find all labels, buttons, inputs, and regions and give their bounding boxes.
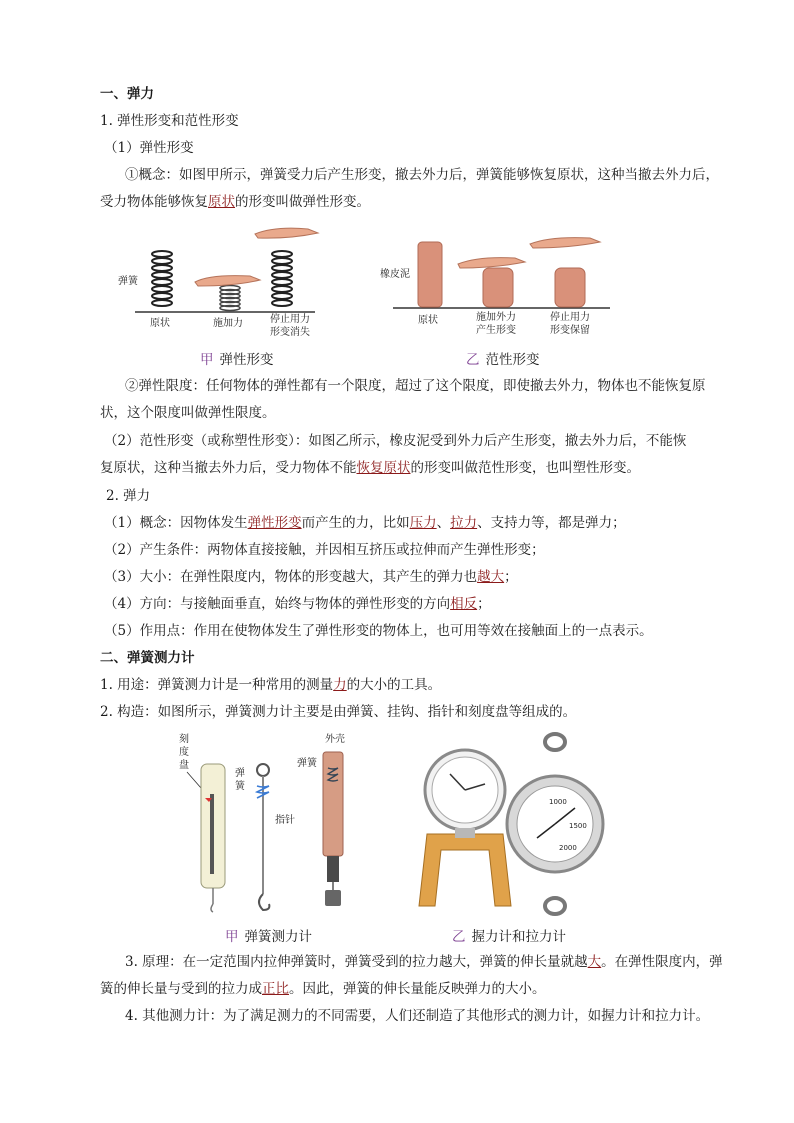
mud-state-rest: 原状 [418,315,438,326]
tension-gauge-icon [507,734,603,914]
shell-label: 外壳 [325,734,345,745]
gauge-1000: 1000 [549,798,567,806]
figure-caption-plastic: 乙 范性形变 [466,352,540,368]
gauge-2000: 2000 [559,844,577,852]
hand-icon [458,258,525,268]
paragraph-principle-line1: 3. 原理：在一定范围内拉伸弹簧时，弹簧受到的拉力越大，弹簧的伸长量就越大。在弹性限度内，弹 [125,954,723,970]
item-direction: （4）方向：与接触面垂直，始终与物体的弹性形变的方向相反； [104,596,491,612]
item-condition: （2）产生条件：两物体直接接触，并因相互挤压或拉伸而产生弹性形变； [104,542,545,558]
figure-caption-elastic: 甲 弹性形变 [200,352,274,368]
figure-caption-scale: 甲 弹簧测力计 [225,929,312,945]
dynamometer-figure [165,728,615,918]
section-heading-dynamometer: 二、弹簧测力计 [100,650,195,666]
hand-icon [255,228,318,238]
subheading-elastic-force: 2. 弹力 [106,488,151,504]
hand-icon [195,276,260,286]
mud-kept-icon [555,268,585,307]
mud-state-kept: 形变保留 [550,325,590,336]
spring-state-force: 施加力 [213,318,243,329]
grip-gauge-icon [419,750,511,906]
item-magnitude: （3）大小：在弹性限度内，物体的形变越大，其产生的弹力也越大； [104,569,518,585]
mud-state-stop: 停止用力 [550,312,590,323]
spring-state-gone: 形变消失 [270,327,310,338]
section-heading-elasticity: 一、弹力 [100,86,154,102]
dial-label-3: 盘 [179,760,189,771]
dial-label-2: 度 [179,747,189,758]
subheading-deformation: 1. 弹性形变和范性形变 [100,113,239,129]
deformation-figure [110,220,630,345]
paragraph-concept-line2: 受力物体能够恢复原状的形变叫做弹性形变。 [100,194,370,210]
gauge-1500: 1500 [569,822,587,830]
spring-label: 弹簧 [118,276,138,287]
mud-state-deform: 产生形变 [476,325,516,336]
hand-icon [530,238,600,248]
spring-b-label-2: 簧 [235,781,245,792]
spring-b-label-1: 弹 [235,768,245,779]
item-concept: （1）概念：因物体发生弹性形变而产生的力，比如压力、拉力、支持力等，都是弹力； [104,515,626,531]
spring-state-stop: 停止用力 [270,314,310,325]
spring-scale-c-icon [323,752,343,906]
paragraph-other-meters: 4. 其他测力计：为了满足测力的不同需要，人们还制造了其他形式的测力计，如握力计和拉力计。 [125,1008,710,1024]
mud-state-force: 施加外力 [476,312,516,323]
paragraph-concept-line1: ①概念：如图甲所示，弹簧受力后产生形变，撤去外力后，弹簧能够恢复原状，这种当撤去外力后， [125,167,719,183]
pointer-label: 指针 [275,815,295,826]
subheading-elastic: （1）弹性形变 [104,140,194,156]
spring-state-rest: 原状 [150,318,170,329]
paragraph-plastic-line1: （2）范性形变（或称塑性形变）：如图乙所示，橡皮泥受到外力后产生形变，撤去外力后，不能恢 [104,433,687,449]
spring-scale-b-icon [257,764,269,910]
item-application-point: （5）作用点：作用在使物体发生了弹性形变的物体上，也可用等效在接触面上的一点表示。 [104,623,653,639]
mud-pressed-icon [483,268,513,307]
paragraph-use: 1. 用途：弹簧测力计是一种常用的测量力的大小的工具。 [100,677,442,693]
paragraph-limit-line1: ②弹性限度：任何物体的弹性都有一个限度，超过了这个限度，即使撤去外力，物体也不能恢复原 [125,378,706,394]
paragraph-limit-line2: 状，这个限度叫做弹性限度。 [100,405,276,421]
figure-caption-gauges: 乙 握力计和拉力计 [452,929,566,945]
spring-compressed-icon [220,286,240,311]
mud-rest-icon [418,242,442,307]
dial-label-1: 刻 [179,734,189,745]
paragraph-construction: 2. 构造：如图所示，弹簧测力计主要是由弹簧、挂钩、指针和刻度盘等组成的。 [100,704,577,720]
paragraph-principle-line2: 簧的伸长量与受到的拉力成正比。因此，弹簧的伸长量能反映弹力的大小。 [100,981,546,997]
spring-rest-icon [152,251,172,306]
spring-c-label: 弹簧 [297,758,317,769]
spring-scale-a-icon [201,764,225,912]
spring-released-icon [272,251,292,306]
mud-label: 橡皮泥 [380,269,410,280]
paragraph-plastic-line2: 复原状，这种当撤去外力后，受力物体不能恢复原状的形变叫做范性形变，也叫塑性形变。 [100,460,640,476]
